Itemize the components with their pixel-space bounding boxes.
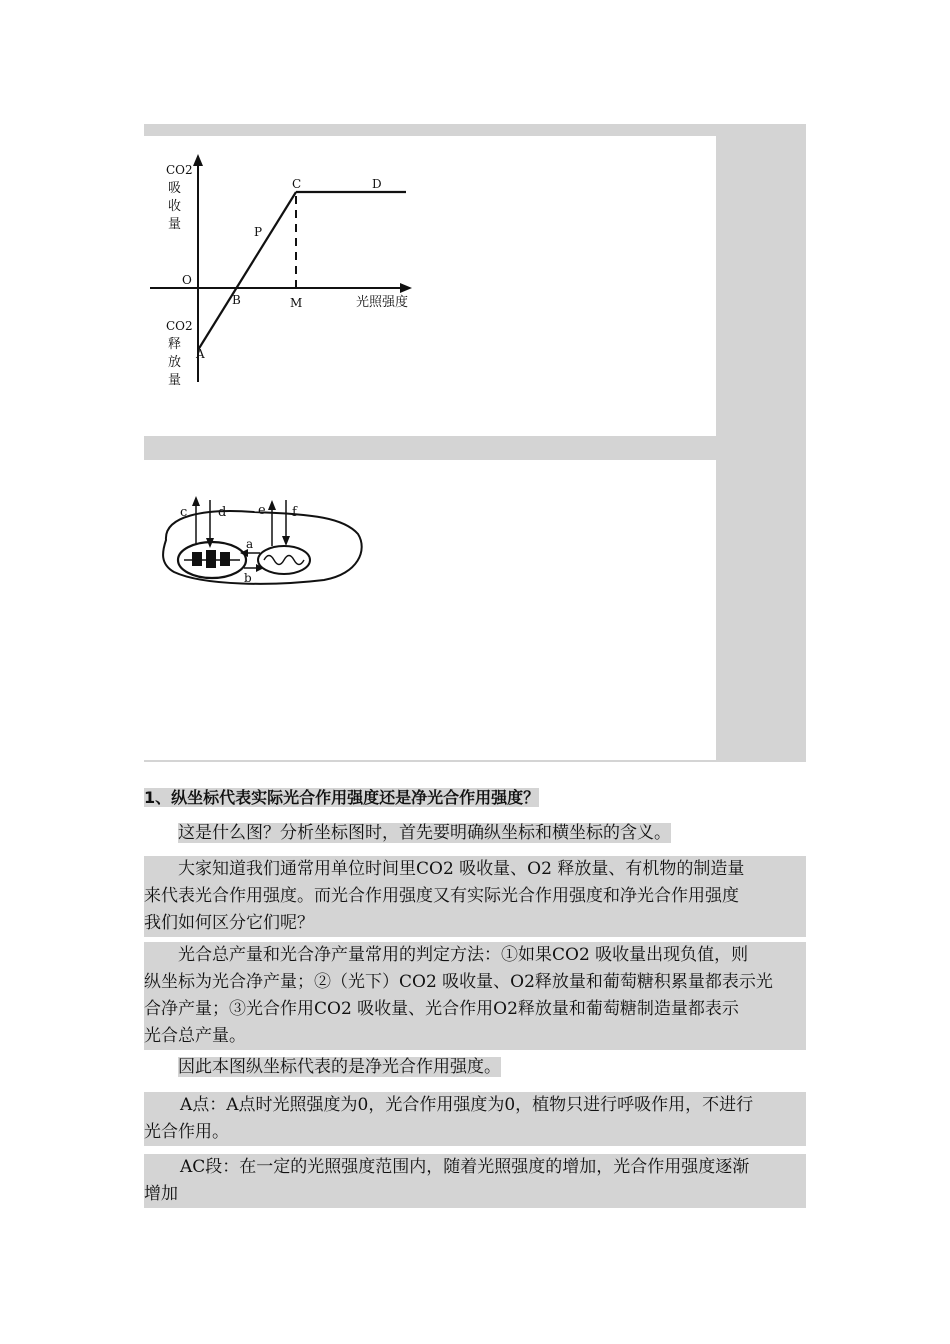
y-label-top-3: 收 bbox=[168, 199, 182, 214]
label-f: f bbox=[292, 505, 297, 520]
p2-line-3: 我们如何区分它们呢？ bbox=[144, 913, 314, 933]
p4-text: 因此本图纵坐标代表的是净光合作用强度。 bbox=[178, 1057, 501, 1077]
y-label-bottom-4: 量 bbox=[168, 373, 182, 388]
p3-line-3: 合净产量；③光合作用CO2 吸收量、光合作用O2释放量和葡萄糖制造量都表示 bbox=[144, 999, 739, 1019]
p5-line-2: 光合作用。 bbox=[144, 1122, 229, 1142]
x-axis-label: 光照强度 bbox=[356, 295, 409, 310]
p1-text: 这是什么图？分析坐标图时，首先要明确纵坐标和横坐标的含义。 bbox=[178, 823, 671, 843]
paragraph-6 bbox=[144, 1154, 806, 1208]
section-heading bbox=[144, 784, 806, 812]
p3-line-2: 纵坐标为光合净产量；②（光下）CO2 吸收量、O2释放量和葡萄糖积累量都表示光 bbox=[144, 972, 773, 992]
p3-line-4: 光合总产量。 bbox=[144, 1026, 246, 1046]
line-ac bbox=[198, 192, 296, 350]
y-label-top-4: 量 bbox=[168, 217, 182, 232]
y-label-top-1: CO2 bbox=[166, 163, 193, 177]
figure2-panel bbox=[144, 460, 716, 760]
heading-text: 1、纵坐标代表实际光合作用强度还是净光合作用强度？ bbox=[144, 788, 540, 807]
p6-line-2: 增加 bbox=[144, 1184, 178, 1204]
point-d-label: D bbox=[372, 177, 382, 191]
p2-line-1: 大家知道我们通常用单位时间里CO2 吸收量、O2 释放量、有机物的制造量 bbox=[178, 859, 745, 879]
cell-organelle-diagram bbox=[144, 460, 716, 760]
y-label-bottom-3: 放 bbox=[168, 355, 182, 370]
point-p-label: P bbox=[254, 225, 263, 239]
y-label-bottom-2: 释 bbox=[168, 337, 182, 352]
y-label-bottom-1: CO2 bbox=[166, 319, 193, 333]
p2-line-2: 来代表光合作用强度。而光合作用强度又有实际光合作用强度和净光合作用强度 bbox=[144, 886, 739, 906]
paragraph-4 bbox=[144, 1054, 806, 1081]
y-axis-arrow bbox=[193, 154, 203, 166]
label-c: c bbox=[180, 505, 188, 520]
paragraph-3 bbox=[144, 942, 806, 1050]
label-b: b bbox=[244, 571, 252, 585]
label-d: d bbox=[218, 505, 227, 520]
figure1-panel bbox=[144, 136, 716, 436]
point-b-label: B bbox=[232, 293, 241, 307]
paragraph-2 bbox=[144, 856, 806, 937]
origin-label: O bbox=[182, 273, 192, 287]
label-e: e bbox=[258, 503, 266, 518]
point-m-label: M bbox=[290, 296, 303, 310]
p6-line-1: AC段：在一定的光照强度范围内，随着光照强度的增加，光合作用强度逐渐 bbox=[180, 1157, 750, 1177]
p3-line-1: 光合总产量和光合净产量常用的判定方法：①如果CO2 吸收量出现负值，则 bbox=[178, 945, 749, 965]
point-a-label: A bbox=[196, 347, 205, 361]
paragraph-5 bbox=[144, 1092, 806, 1146]
y-label-top-2: 吸 bbox=[168, 181, 182, 196]
p5-line-1: A点：A点时光照强度为0，光合作用强度为0，植物只进行呼吸作用，不进行 bbox=[180, 1095, 754, 1115]
paragraph-1 bbox=[144, 820, 806, 847]
point-c-label: C bbox=[292, 177, 302, 191]
label-a: a bbox=[246, 537, 254, 551]
photosynthesis-graph bbox=[144, 136, 716, 436]
x-axis-arrow bbox=[400, 283, 412, 293]
